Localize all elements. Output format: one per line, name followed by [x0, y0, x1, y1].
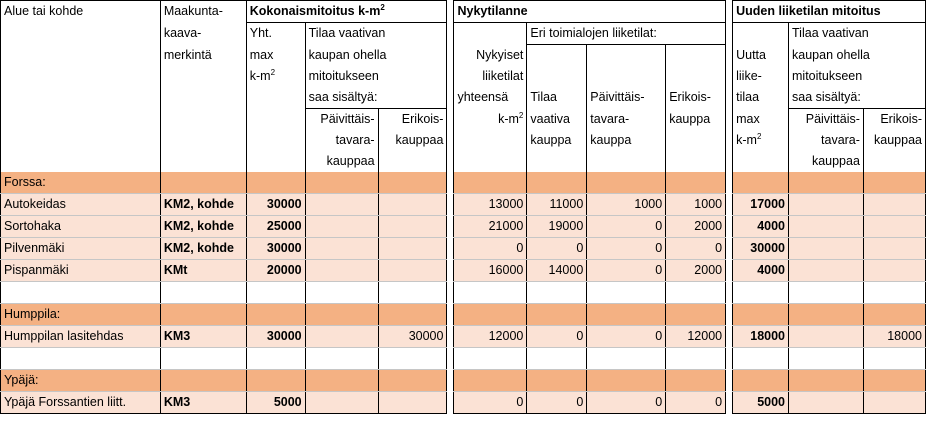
total-special	[378, 348, 447, 370]
area-name: Forssa:	[1, 172, 161, 194]
total-special	[378, 282, 447, 304]
current-total: 13000	[454, 194, 527, 216]
new-daily	[789, 348, 864, 370]
header-current-daily-3: kauppa	[587, 130, 666, 151]
current-daily: 0	[587, 326, 666, 348]
current-space: 19000	[527, 216, 587, 238]
new-special	[863, 304, 925, 326]
plan-marking	[160, 172, 246, 194]
header-new-max-3: tilaa	[733, 87, 789, 109]
total-max	[246, 172, 305, 194]
current-space: 0	[527, 392, 587, 414]
total-daily	[305, 260, 378, 282]
new-max	[733, 370, 789, 392]
header-total-special-2: kauppaa	[378, 130, 447, 151]
total-special	[378, 304, 447, 326]
total-max	[246, 370, 305, 392]
header-new-space-1: Tilaa vaativan	[789, 23, 926, 45]
total-max: 25000	[246, 216, 305, 238]
total-special	[378, 392, 447, 414]
current-special: 1000	[666, 194, 726, 216]
current-total	[454, 282, 527, 304]
plan-marking	[160, 348, 246, 370]
current-total: 12000	[454, 326, 527, 348]
total-max: 30000	[246, 194, 305, 216]
area-name: Humppila:	[1, 304, 161, 326]
total-special	[378, 194, 447, 216]
blank-row	[1, 348, 926, 370]
blank-row	[1, 282, 926, 304]
total-max: 30000	[246, 326, 305, 348]
total-daily	[305, 194, 378, 216]
total-max: 5000	[246, 392, 305, 414]
section-row	[1, 304, 926, 326]
header-plan-1: Maakunta-	[160, 1, 246, 23]
header-new-max-2: liike-	[733, 66, 789, 87]
header-total-group: Kokonaismitoitus $k-m^2$	[246, 1, 447, 23]
header-plan-3: merkintä	[160, 45, 246, 67]
total-special	[378, 260, 447, 282]
current-daily	[587, 282, 666, 304]
current-special: 2000	[666, 260, 726, 282]
current-total	[454, 172, 527, 194]
area-name: Pilvenmäki	[1, 238, 161, 260]
header-new-max-5: $k-m^2$	[733, 130, 789, 151]
area-name: Pispanmäki	[1, 260, 161, 282]
new-daily	[789, 172, 864, 194]
current-space	[527, 282, 587, 304]
header-yht-2: max	[246, 45, 305, 67]
total-special	[378, 238, 447, 260]
table-row	[1, 392, 926, 414]
header-current-total-4: $k-m^2$	[454, 109, 527, 131]
total-max: 20000	[246, 260, 305, 282]
new-daily	[789, 370, 864, 392]
header-current-total-3: yhteensä	[454, 87, 527, 109]
new-max: 4000	[733, 216, 789, 238]
header-new-daily-3: kauppaa	[789, 151, 864, 172]
current-daily: 0	[587, 392, 666, 414]
header-total-space-4: saa sisältyä:	[305, 87, 447, 109]
header-new-space-3: mitoitukseen	[789, 66, 926, 87]
new-special	[863, 172, 925, 194]
table-row	[1, 238, 926, 260]
current-space: 11000	[527, 194, 587, 216]
new-daily	[789, 304, 864, 326]
total-daily	[305, 348, 378, 370]
header-new-daily-2: tavara-	[789, 130, 864, 151]
total-daily	[305, 238, 378, 260]
total-daily	[305, 172, 378, 194]
header-yht-3: $k-m^2$	[246, 66, 305, 87]
current-daily	[587, 172, 666, 194]
plan-marking: KM3	[160, 392, 246, 414]
total-max	[246, 348, 305, 370]
area-name: Ypäjä Forssantien liitt.	[1, 392, 161, 414]
total-daily	[305, 282, 378, 304]
plan-marking: KM2, kohde	[160, 216, 246, 238]
current-special: 0	[666, 392, 726, 414]
area-name: Autokeidas	[1, 194, 161, 216]
new-special	[863, 370, 925, 392]
current-special	[666, 282, 726, 304]
plan-marking: KM3	[160, 326, 246, 348]
current-daily: 1000	[587, 194, 666, 216]
current-total	[454, 370, 527, 392]
total-daily	[305, 326, 378, 348]
current-daily	[587, 348, 666, 370]
header-current-space-3: kauppa	[527, 130, 587, 151]
current-space	[527, 304, 587, 326]
current-space	[527, 370, 587, 392]
current-space	[527, 172, 587, 194]
plan-marking: KMt	[160, 260, 246, 282]
header-new-special-1: Erikois-	[863, 109, 925, 131]
new-max	[733, 172, 789, 194]
new-daily	[789, 260, 864, 282]
new-max: 30000	[733, 238, 789, 260]
new-special	[863, 392, 925, 414]
current-daily: 0	[587, 260, 666, 282]
header-total-space-2: kaupan ohella	[305, 45, 447, 67]
total-max: 30000	[246, 238, 305, 260]
new-special	[863, 348, 925, 370]
header-current-special-2: kauppa	[666, 109, 726, 131]
section-row	[1, 172, 926, 194]
new-max: 17000	[733, 194, 789, 216]
header-new-special-2: kauppaa	[863, 130, 925, 151]
header-area: Alue tai kohde	[1, 1, 161, 23]
plan-marking	[160, 370, 246, 392]
header-total-daily-1: Päivittäis-	[305, 109, 378, 131]
new-max	[733, 348, 789, 370]
header-current-total-1: Nykyiset	[454, 45, 527, 67]
current-space: 0	[527, 326, 587, 348]
total-max	[246, 282, 305, 304]
current-space: 14000	[527, 260, 587, 282]
header-current-total-2: liiketilat	[454, 66, 527, 87]
current-total: 21000	[454, 216, 527, 238]
current-special	[666, 348, 726, 370]
total-daily	[305, 216, 378, 238]
header-current-space-1: Tilaa	[527, 87, 587, 109]
header-current-group: Nykytilanne	[454, 1, 726, 23]
total-max	[246, 304, 305, 326]
total-special	[378, 172, 447, 194]
table-row	[1, 260, 926, 282]
new-daily	[789, 392, 864, 414]
new-daily	[789, 326, 864, 348]
total-daily	[305, 392, 378, 414]
new-special	[863, 282, 925, 304]
header-current-special-1: Erikois-	[666, 87, 726, 109]
current-special: 0	[666, 238, 726, 260]
table-row	[1, 194, 926, 216]
new-special: 18000	[863, 326, 925, 348]
new-max: 5000	[733, 392, 789, 414]
new-special	[863, 216, 925, 238]
current-special	[666, 304, 726, 326]
area-name: Ypäjä:	[1, 370, 161, 392]
current-special	[666, 370, 726, 392]
current-special: 12000	[666, 326, 726, 348]
plan-marking	[160, 282, 246, 304]
new-daily	[789, 216, 864, 238]
new-daily	[789, 238, 864, 260]
new-special	[863, 238, 925, 260]
header-total-space-1: Tilaa vaativan	[305, 23, 447, 45]
current-daily	[587, 304, 666, 326]
header-new-daily-1: Päivittäis-	[789, 109, 864, 131]
table-row	[1, 326, 926, 348]
current-total: 0	[454, 238, 527, 260]
current-special: 2000	[666, 216, 726, 238]
current-total: 0	[454, 392, 527, 414]
new-daily	[789, 282, 864, 304]
header-new-space-4: saa sisältyä:	[789, 87, 926, 109]
current-space	[527, 348, 587, 370]
new-daily	[789, 194, 864, 216]
current-daily: 0	[587, 216, 666, 238]
header-new-max-4: max	[733, 109, 789, 131]
area-name	[1, 348, 161, 370]
new-max: 4000	[733, 260, 789, 282]
total-daily	[305, 304, 378, 326]
section-row	[1, 370, 926, 392]
header-current-daily-1: Päivittäis-	[587, 87, 666, 109]
total-daily	[305, 370, 378, 392]
current-total	[454, 304, 527, 326]
new-max	[733, 282, 789, 304]
current-daily: 0	[587, 238, 666, 260]
current-special	[666, 172, 726, 194]
current-total: 16000	[454, 260, 527, 282]
header-new-max-1: Uutta	[733, 45, 789, 67]
total-special	[378, 370, 447, 392]
header-new-space-2: kaupan ohella	[789, 45, 926, 67]
header-current-daily-2: tavara-	[587, 109, 666, 131]
header-new-group: Uuden liiketilan mitoitus	[733, 1, 926, 23]
header-total-special-1: Erikois-	[378, 109, 447, 131]
header-yht-1: Yht.	[246, 23, 305, 45]
total-special	[378, 216, 447, 238]
table-row	[1, 216, 926, 238]
new-special	[863, 260, 925, 282]
plan-marking	[160, 304, 246, 326]
header-current-sub: Eri toimialojen liiketilat:	[527, 23, 726, 45]
plan-marking: KM2, kohde	[160, 238, 246, 260]
current-daily	[587, 370, 666, 392]
header-total-space-3: mitoitukseen	[305, 66, 447, 87]
new-max: 18000	[733, 326, 789, 348]
area-name: Humppilan lasitehdas	[1, 326, 161, 348]
header-total-daily-2: tavara-	[305, 130, 378, 151]
current-total	[454, 348, 527, 370]
header-plan-2: kaava-	[160, 23, 246, 45]
new-special	[863, 194, 925, 216]
plan-marking: KM2, kohde	[160, 194, 246, 216]
new-max	[733, 304, 789, 326]
header-current-space-2: vaativa	[527, 109, 587, 131]
header-total-daily-3: kauppaa	[305, 151, 378, 172]
area-name: Sortohaka	[1, 216, 161, 238]
area-name	[1, 282, 161, 304]
current-space: 0	[527, 238, 587, 260]
total-special: 30000	[378, 326, 447, 348]
